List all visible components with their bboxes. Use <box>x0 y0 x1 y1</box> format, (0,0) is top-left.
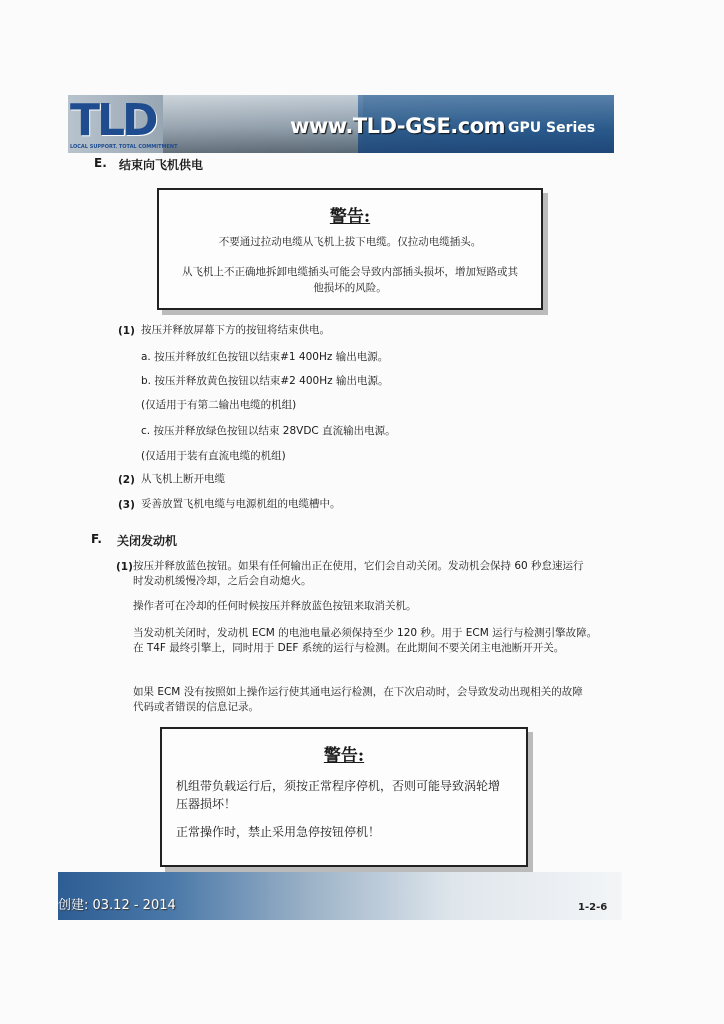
tld-logo <box>70 97 156 145</box>
step-e1c-note: (仅适用于装有直流电缆的机组) <box>141 450 286 462</box>
logo-text: TLD <box>70 95 156 146</box>
warning-f-line3: 正常操作时，禁止采用急停按钮停机！ <box>176 825 381 839</box>
step-e2-number: (2) <box>118 474 135 486</box>
step-e1b-text: b. 按压并释放黄色按钮以结束#2 400Hz 输出电源。 <box>141 375 389 387</box>
warning-title-f: 警告: <box>323 746 365 766</box>
warning-box-f <box>160 727 528 867</box>
warning-f-line2: 压器损坏！ <box>176 797 237 811</box>
step-e3-text: 妥善放置飞机电缆与电源机组的电缆槽中。 <box>141 498 341 510</box>
logo-tagline: LOCAL SUPPORT. TOTAL COMMITMENT <box>70 144 178 150</box>
warning-box-e <box>157 188 543 310</box>
step-e2-text: 从飞机上断开电缆 <box>141 473 225 485</box>
section-f-letter: F. <box>91 532 102 546</box>
step-e3-number: (3) <box>118 499 135 511</box>
f-paragraph-fault-line1: 如果 ECM 没有按照如上操作运行使其通电运行检测，在下次启动时，会导致发动出现相关的故障 <box>133 686 583 698</box>
section-f-title: 关闭发动机 <box>117 534 178 548</box>
step-f1-line1: 按压并释放蓝色按钮。如果有任何输出正在使用，它们会自动关闭。发动机会保持 60 秒怠速运行 <box>133 560 584 572</box>
step-e1-number: (1) <box>118 325 135 337</box>
warning-title-e: 警告: <box>329 207 371 227</box>
series-label: GPU Series <box>508 120 596 136</box>
step-e1a-text: a. 按压并释放红色按钮以结束#1 400Hz 输出电源。 <box>141 351 389 363</box>
created-date: 创建: 03.12 - 2014 <box>58 898 176 913</box>
step-f1-line2: 时发动机缓慢冷却，之后会自动熄火。 <box>133 575 312 587</box>
warning-e-line3: 他损坏的风险。 <box>313 282 387 294</box>
section-e-title: 结束向飞机供电 <box>119 158 204 172</box>
website-url: www.TLD-GSE.com <box>290 114 506 138</box>
step-e1-text: 按压并释放屏幕下方的按钮将结束供电。 <box>141 324 330 336</box>
f-paragraph-ecm-line1: 当发动机关闭时，发动机 ECM 的电池电量必须保持至少 120 秒。用于 ECM 运行与检测引擎故障。 <box>133 627 598 639</box>
warning-f-line1: 机组带负载运行后，须按正常程序停机，否则可能导致涡轮增 <box>176 779 501 793</box>
step-e1b-note: (仅适用于有第二输出电缆的机组) <box>141 399 297 411</box>
step-f1-number: (1) <box>116 561 133 573</box>
warning-e-line1: 不要通过拉动电缆从飞机上拔下电缆。仅拉动电缆插头。 <box>218 236 482 248</box>
f-paragraph-ecm-line2: 在 T4F 最终引擎上，同时用于 DEF 系统的运行与检测。在此期间不要关闭主电池断开开关。 <box>133 642 565 654</box>
section-e-letter: E. <box>94 156 107 170</box>
warning-e-line2: 从飞机上不正确地拆卸电缆插头可能会导致内部插头损坏，增加短路或其 <box>182 266 518 278</box>
page-number: 1-2-6 <box>578 902 608 913</box>
f-paragraph-fault-line2: 代码或者错误的信息记录。 <box>133 701 259 713</box>
f-paragraph-cancel: 操作者可在冷却的任何时候按压并释放蓝色按钮来取消关机。 <box>133 600 417 612</box>
step-e1c-text: c. 按压并释放绿色按钮以结束 28VDC 直流输出电源。 <box>141 425 396 437</box>
